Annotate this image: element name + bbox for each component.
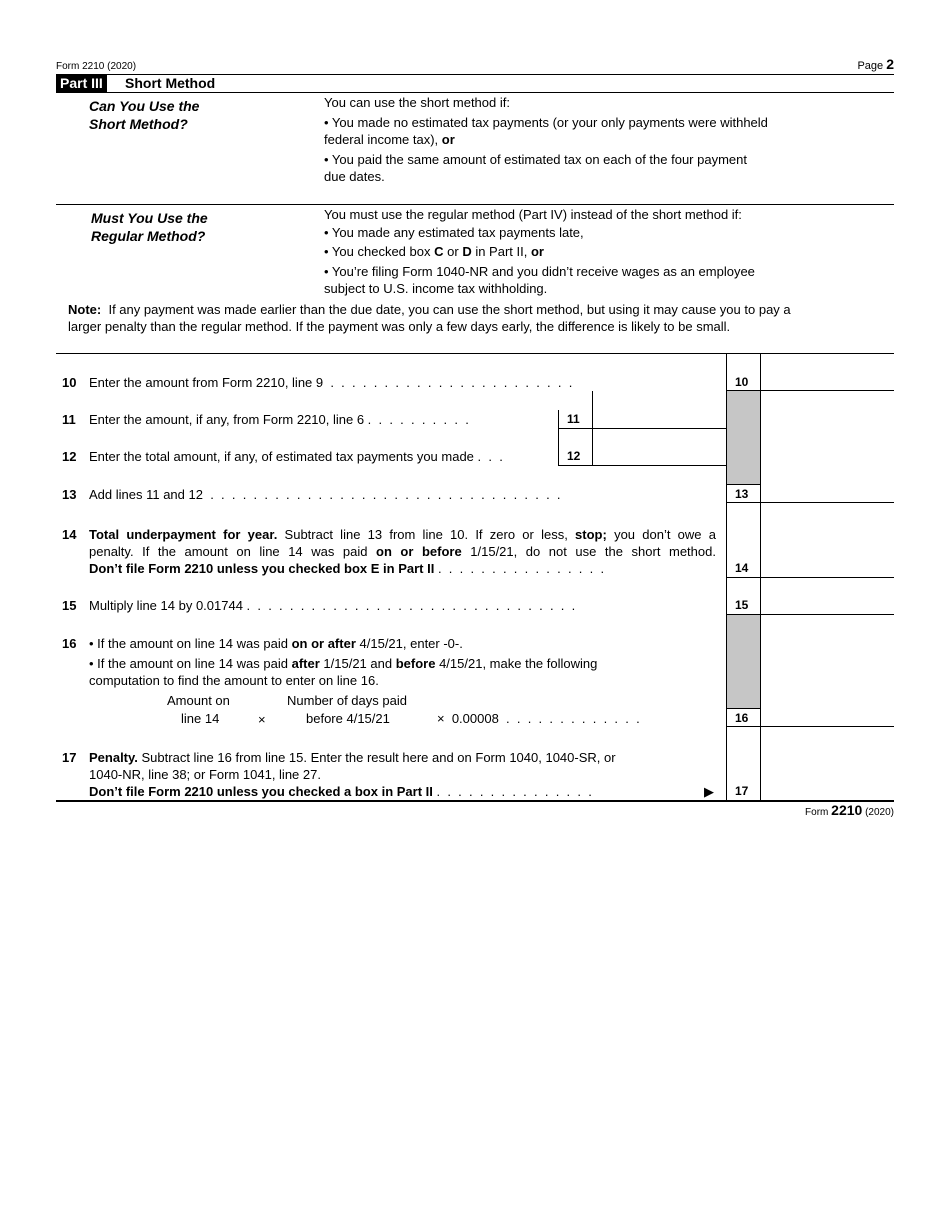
line-17-amount[interactable] <box>762 728 894 800</box>
line-13-rule <box>726 502 894 503</box>
times-sign-2: × <box>437 711 445 726</box>
line-13-box-top <box>726 484 760 485</box>
line-10-text: Enter the amount from Form 2210, line 9 . . . . . . . . . . . . . . . . . . . . . . . <box>89 375 573 390</box>
line-15-amount[interactable] <box>762 579 894 614</box>
line-15-text: Multiply line 14 by 0.01744 . . . . . . . . . . . . . . . . . . . . . . . . . . . . . . . <box>89 598 576 613</box>
line-16-bullet-2: • If the amount on line 14 was paid after 1/15/21 and before 4/15/21, make the following <box>89 656 598 671</box>
can-use-heading-1: Can You Use the <box>89 98 200 114</box>
line-16-bullet-2-cont: computation to find the amount to enter on line 16. <box>89 673 379 688</box>
line-15-rule <box>726 614 894 615</box>
factor-value: 0.00008 <box>451 711 499 726</box>
page-num: 2 <box>886 56 894 72</box>
line-16-factor-row: × 0.00008 . . . . . . . . . . . . . <box>437 711 640 726</box>
line-12-rule <box>558 465 726 466</box>
line-16-num: 16 <box>62 636 77 651</box>
line-15-num: 15 <box>62 598 77 613</box>
line-17-num: 17 <box>62 750 77 765</box>
amount-on-label: Amount on <box>167 693 230 708</box>
line-14-box: 14 <box>735 561 749 575</box>
page-word: Page <box>857 60 884 72</box>
line-13-text: Add lines 11 and 12 . . . . . . . . . . . . . . . . . . . . . . . . . . . . . . . . . <box>89 487 561 502</box>
line-10-rule <box>726 390 894 391</box>
table-bottom-rule <box>56 800 894 802</box>
line-14-text <box>89 526 716 577</box>
line-10-amount[interactable] <box>762 355 894 390</box>
can-use-bullet-2b: due dates. <box>324 169 385 184</box>
must-use-heading-1: Must You Use the <box>91 210 208 226</box>
can-use-heading <box>89 97 199 133</box>
line-11-num: 11 <box>62 412 76 427</box>
line-14-row-2: penalty. If the amount on line 14 was paid on or before 1/15/21, do not use the short method. <box>89 544 716 559</box>
part-title: Short Method <box>125 75 216 91</box>
line-11-box: 11 <box>567 412 580 426</box>
form-header-label: Form 2210 (2020) <box>56 61 137 72</box>
note-line-2: larger penalty than the regular method. If the payment was only a few days early, the difference is likely to be small. <box>68 319 731 334</box>
line-16-box-top <box>726 708 760 709</box>
line14-label: line 14 <box>181 711 220 726</box>
line-17-row-2: 1040-NR, line 38; or Form 1041, line 27. <box>89 767 321 782</box>
line-14-amount[interactable] <box>762 504 894 577</box>
must-use-bullet-2: • You checked box C or D in Part II, or <box>324 244 544 259</box>
line-12-amount[interactable] <box>594 429 726 465</box>
must-use-bullet-1: • You made any estimated tax payments late, <box>324 225 584 240</box>
line-14-row-1: Total underpayment for year. Subtract line 13 from line 10. If zero or less, stop; you don’t owe a <box>89 527 716 542</box>
line-11-amount[interactable] <box>594 392 726 427</box>
line-10-box: 10 <box>735 375 749 389</box>
line-13-num: 13 <box>62 487 77 502</box>
can-use-heading-2: Short Method? <box>89 116 188 132</box>
can-use-intro: You can use the short method if: <box>324 95 510 110</box>
line-16-text <box>89 635 719 689</box>
times-sign-1: × <box>258 712 266 727</box>
line-16-amount[interactable] <box>762 616 894 726</box>
can-use-bullet-2a: • You paid the same amount of estimated tax on each of the four payment <box>324 152 747 167</box>
must-use-heading <box>91 209 208 245</box>
shade-line-16 <box>727 615 760 708</box>
page-number <box>857 56 894 72</box>
line-12-num: 12 <box>62 449 77 464</box>
line-17-text <box>89 749 719 800</box>
line-13-box: 13 <box>735 487 749 501</box>
line-16-bullet-1: • If the amount on line 14 was paid on or after 4/15/21, enter -0-. <box>89 636 463 651</box>
must-use-body <box>324 206 864 297</box>
form-footer <box>805 802 894 818</box>
line-13-amount[interactable] <box>762 467 894 502</box>
must-use-heading-2: Regular Method? <box>91 228 206 244</box>
line-14-num: 14 <box>62 527 77 542</box>
footer-form-num: 2210 <box>831 802 863 818</box>
days-paid-label: Number of days paid <box>287 693 407 708</box>
section-divider <box>56 204 894 205</box>
footer-year: (2020) <box>865 807 894 818</box>
before-date-label: before 4/15/21 <box>306 711 390 726</box>
line-17-box: 17 <box>735 784 749 798</box>
must-use-intro: You must use the regular method (Part IV) instead of the short method if: <box>324 207 742 222</box>
can-use-body <box>324 94 864 185</box>
can-use-bullet-1a: • You made no estimated tax payments (or your only payments were withheld <box>324 115 768 130</box>
note <box>68 301 888 335</box>
must-use-bullet-3a: • You’re filing Form 1040-NR and you didn’t receive wages as an employee <box>324 264 755 279</box>
arrow-icon: ▶ <box>704 784 714 799</box>
must-use-bullet-3b: subject to U.S. income tax withholding. <box>324 281 548 296</box>
line-16-box: 16 <box>735 711 749 725</box>
line-12-text: Enter the total amount, if any, of estimated tax payments you made . . . <box>89 449 503 464</box>
line-12-box: 12 <box>567 449 581 463</box>
part-heading-rule <box>56 92 894 93</box>
part-tag: Part III <box>56 75 107 92</box>
line-11-text: Enter the amount, if any, from Form 2210, line 6 . . . . . . . . . . <box>89 412 469 427</box>
line-17-row-1: Penalty. Subtract line 16 from line 15. Enter the result here and on Form 1040, 1040-SR, or <box>89 750 616 765</box>
note-line-1: Note: If any payment was made earlier than the due date, you can use the short method, but using it may cause you to pay a <box>68 302 791 317</box>
can-use-bullet-1b: federal income tax), or <box>324 132 455 147</box>
line-10-num: 10 <box>62 375 77 390</box>
line-17-row-3: Don’t file Form 2210 unless you checked a box in Part II . . . . . . . . . . . . . . . ▶ <box>89 784 714 799</box>
line-16-rule <box>726 726 894 727</box>
line-14-row-3: Don’t file Form 2210 unless you checked box E in Part II . . . . . . . . . . . . . . . . <box>89 561 605 576</box>
table-top-rule <box>56 353 894 354</box>
shade-lines-11-12 <box>727 391 760 484</box>
line-11-12-box-left <box>558 410 559 466</box>
line-14-rule <box>726 577 894 578</box>
footer-form-word: Form <box>805 807 829 818</box>
line-15-box: 15 <box>735 598 749 612</box>
